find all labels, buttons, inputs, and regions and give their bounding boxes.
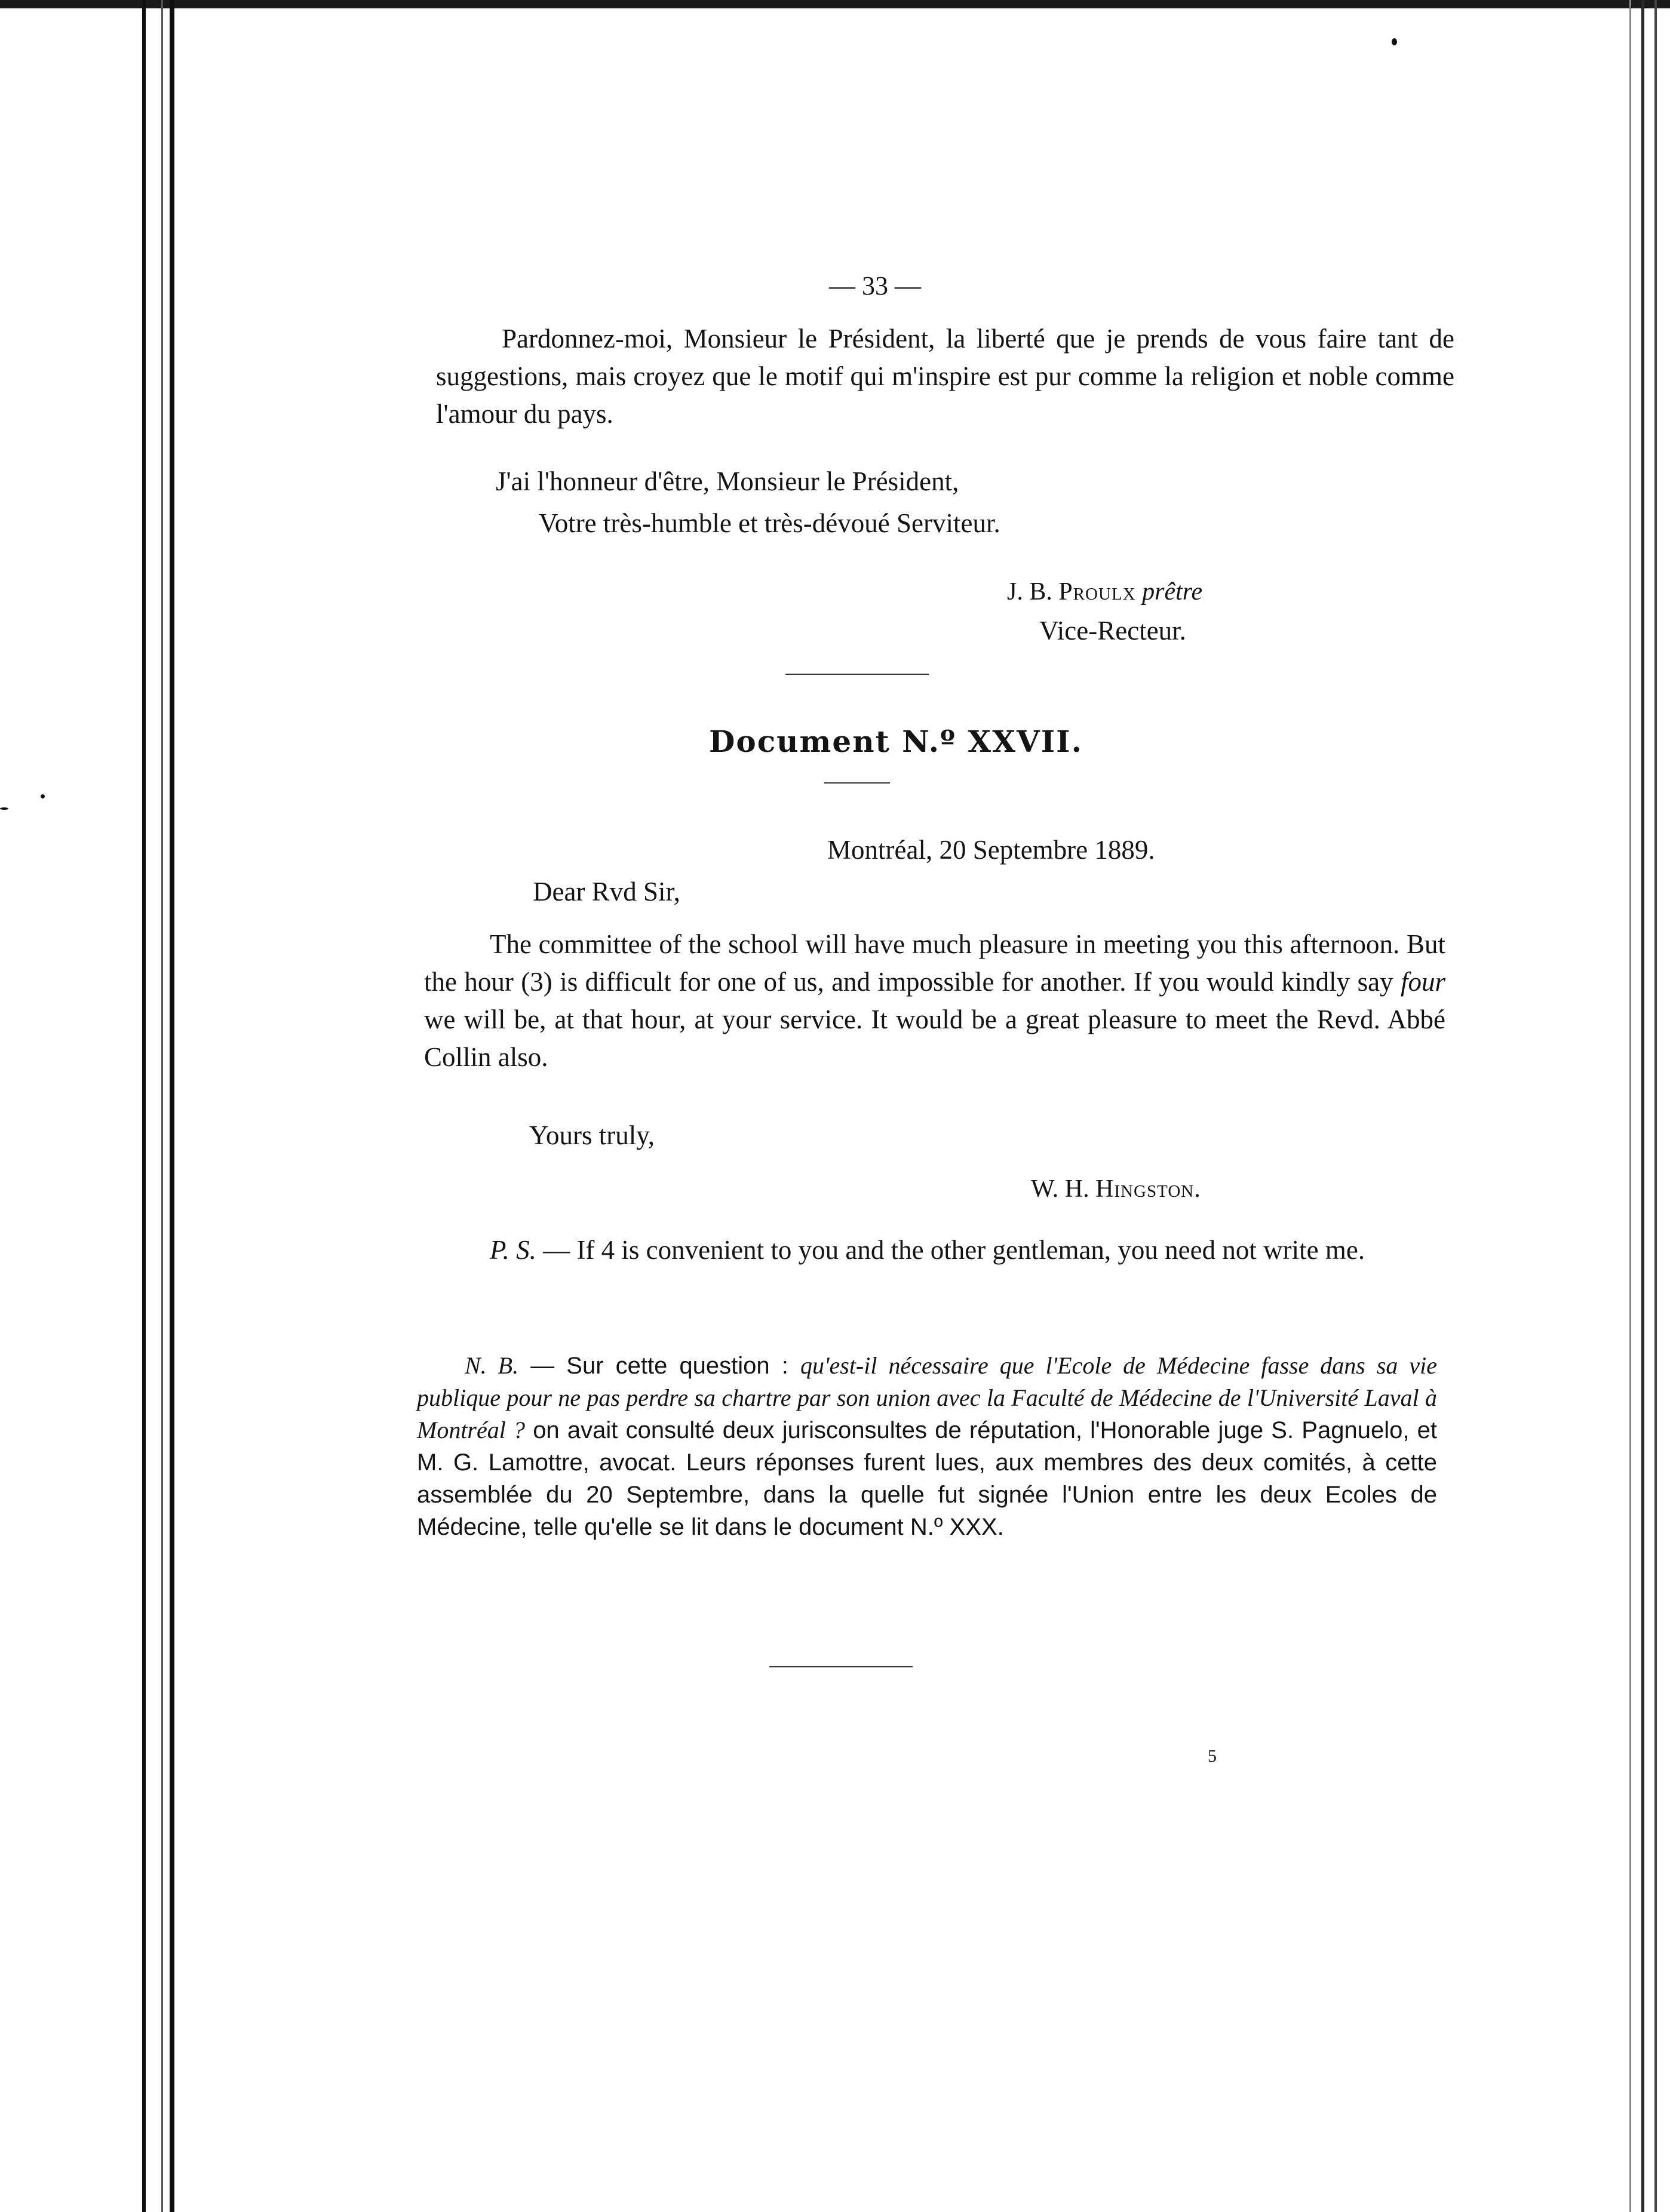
doc2-postscript: [424, 1231, 1445, 1269]
section-divider: [785, 674, 929, 675]
binding-gutter-line: [142, 0, 146, 2212]
doc2-ps-label: P. S.: [490, 1235, 536, 1265]
end-divider: [769, 1666, 913, 1667]
doc2-body-emphasis: four: [1400, 967, 1445, 997]
doc1-signature-initials: J. B.: [1007, 578, 1052, 606]
doc2-signature-initials: W. H.: [1031, 1175, 1089, 1203]
doc2-body-text-cont: we will be, at that hour, at your service. It would be a great pleasure to meet the Revd. Abbé Collin also.: [424, 1004, 1445, 1072]
page-number: — 33 —: [829, 271, 921, 300]
doc2-salutation: Dear Rvd Sir,: [533, 877, 680, 907]
doc2-heading: Document N.º XXVII.: [709, 724, 1083, 759]
doc1-signature: [1007, 573, 1202, 610]
doc2-signature-name: Hingston.: [1095, 1175, 1201, 1203]
binding-gutter-shadow: [161, 0, 163, 2212]
doc1-honour-line: J'ai l'honneur d'être, Monsieur le Président,: [496, 466, 959, 496]
doc1-closing: Votre très-humble et très-dévoué Serviteur.: [539, 508, 1000, 538]
doc2-date: Montréal, 20 Septembre 1889.: [827, 835, 1155, 865]
note-rest: on avait consulté deux jurisconsultes de réputation, l'Honorable juge S. Pagnuelo, et M. G. Lamottre, avocat. Leurs réponses furent lues, aux membres des deux comités, à cette assemblée du 20 Septembre, dans la quelle fut signée l'Union entre les deux Ecoles de Médecine, telle qu'elle se lit dans le document N.º XXX.: [417, 1417, 1437, 1540]
doc2-ps-text: — If 4 is convenient to you and the other gentleman, you need not write me.: [543, 1235, 1365, 1265]
scan-speck: [41, 794, 45, 798]
page-right-edge: [1629, 0, 1631, 2212]
note-lead: — Sur cette question :: [530, 1353, 788, 1379]
doc1-signature-name: Proulx: [1058, 578, 1136, 606]
doc2-body: [424, 926, 1445, 1076]
stacked-pages-edge-2: [1654, 0, 1657, 2212]
document-page: [173, 0, 1619, 2212]
doc2-signature: [1031, 1170, 1201, 1208]
doc2-body-text: The committee of the school will have much pleasure in meeting you this afternoon. But the hour (3) is difficult for one of us, and impossible for another. If you would kindly say: [424, 929, 1445, 997]
signature-mark: 5: [1208, 1746, 1217, 1766]
doc1-paragraph: Pardonnez-moi, Monsieur le Président, la liberté que je prends de vous faire tant de suggestions, mais croyez que le motif qui m'inspire est pur comme la religion et noble comme l'amour du pays.: [436, 324, 1454, 429]
stacked-pages-edge: [1641, 0, 1644, 2212]
nota-bene-paragraph: [417, 1350, 1437, 1543]
scan-speck: [0, 807, 8, 810]
note-label: N. B.: [465, 1352, 519, 1379]
doc1-signature-role: Vice-Recteur.: [1039, 616, 1186, 646]
doc1-signature-title: prêtre: [1142, 578, 1203, 606]
doc2-closing: Yours truly,: [529, 1120, 655, 1150]
note-question: qu'est-il nécessaire que l'Ecole de Médecine fasse dans sa vie publique pour ne pas perdre sa chartre par son union avec la Faculté de Médecine de l'Université Laval à Montréal ?: [417, 1352, 1437, 1443]
heading-underline: [824, 782, 890, 784]
